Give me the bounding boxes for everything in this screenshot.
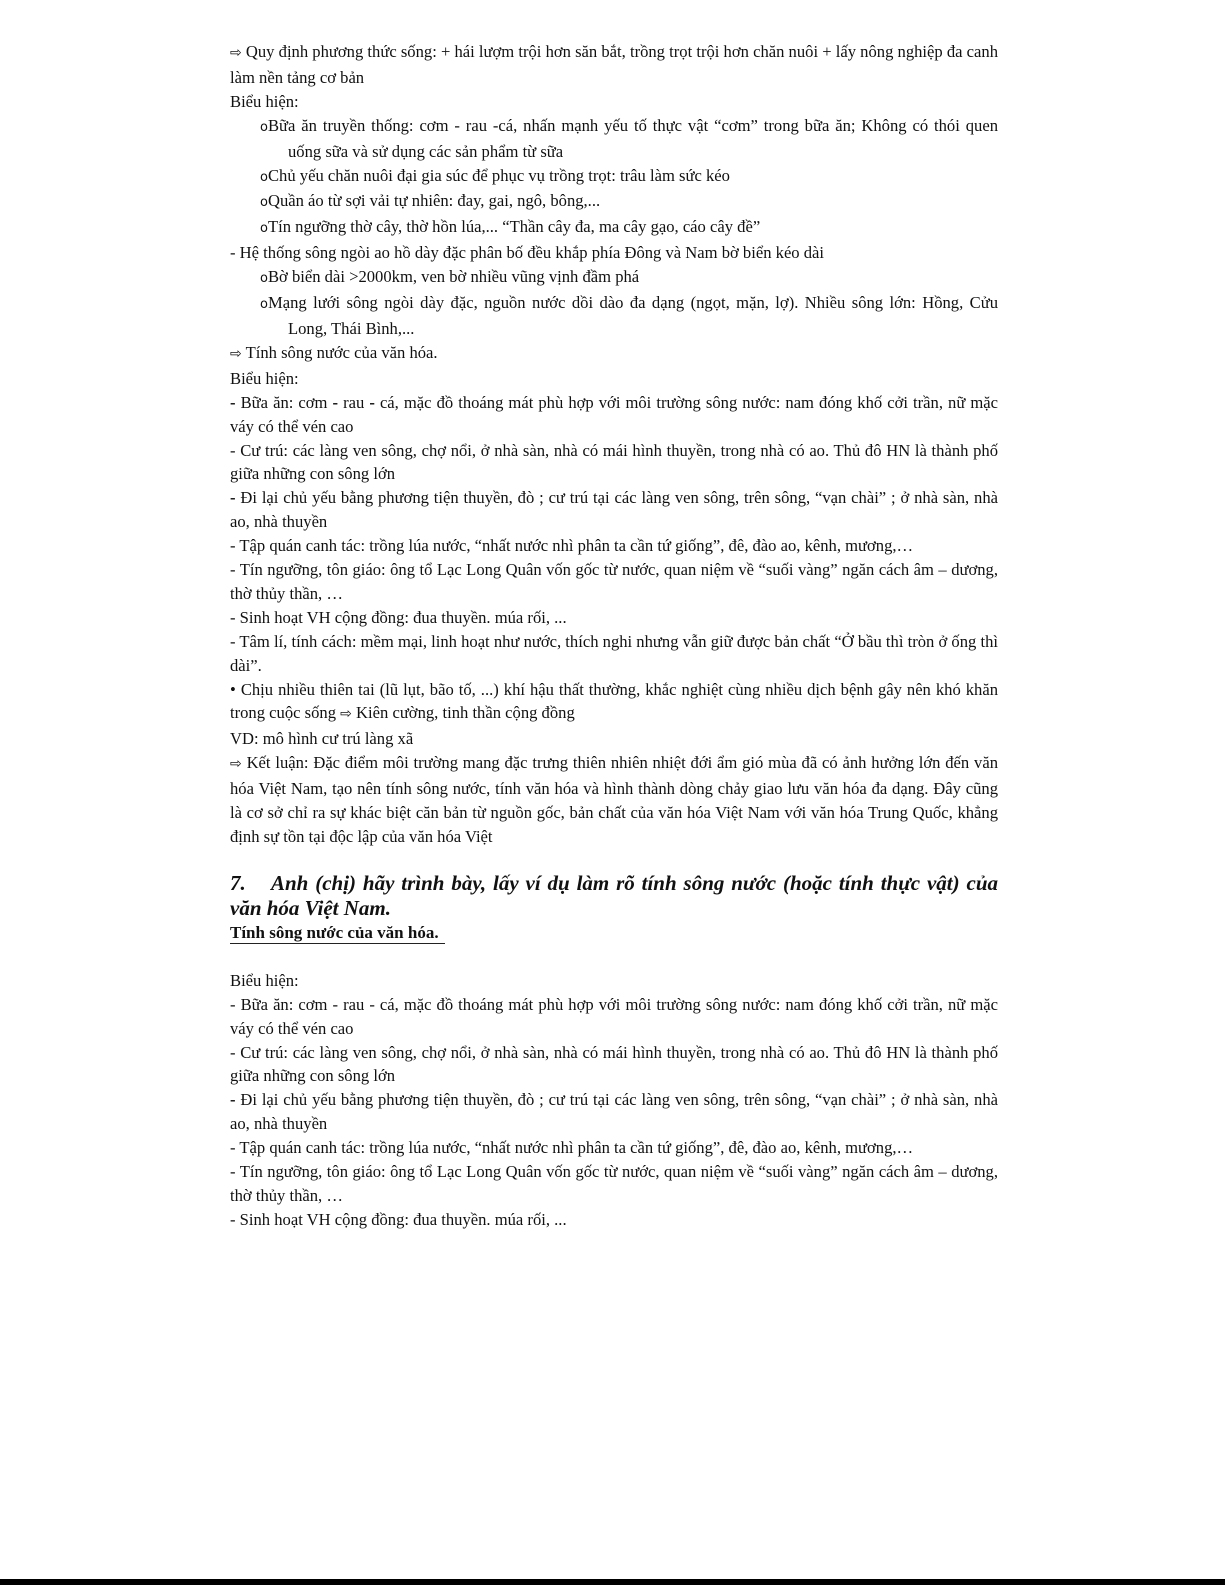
meal-text-a: Bữa ăn: cơm: [240, 392, 333, 412]
list-item: [230, 189, 998, 215]
paragraph-example: VD: mô hình cư trú làng xã: [230, 729, 414, 749]
arrow-icon: ⇨: [340, 706, 352, 723]
disaster-text: Chịu nhiều thiên tai (lũ lụt, bão tố, ...) khí hậu thất thường, khắc nghiệt cùng nhiều dịch bệnh gây nên khó khăn trong cuộc sống: [230, 679, 998, 723]
page-bottom-border: [0, 1579, 1225, 1585]
paragraph-disasters: [230, 678, 998, 728]
arrow-icon: ⇨: [230, 756, 242, 773]
paragraph-travel: [230, 1088, 998, 1136]
list-item: [230, 215, 998, 241]
list-item: [230, 291, 998, 341]
paragraph-travel: [230, 486, 998, 534]
conclusion-text: Tính sông nước của văn hóa.: [245, 342, 438, 362]
question-subtitle: Tính sông nước của văn hóa.: [230, 922, 445, 944]
paragraph-beliefs: - Tín ngưỡng, tôn giáo: ông tổ Lạc Long Quân vốn gốc từ nước, quan niệm về “suối vàng” ngăn cách âm – dương, thờ thủy thần, …: [230, 560, 998, 603]
travel-text: Đi lại chủ yếu bằng phương tiện thuyền, đò ; cư trú tại các làng ven sông, trên sông, “vạn chài” ; ở nhà sàn, nhà ao, nhà thuyền: [230, 488, 998, 532]
travel-text: Đi lại chủ yếu bằng phương tiện thuyền, đò ; cư trú tại các làng ven sông, trên sông, “vạn chài” ; ở nhà sàn, nhà ao, nhà thuyền: [230, 1090, 998, 1134]
paragraph-meal: - Bữa ăn: cơm - rau - cá, mặc đồ thoáng mát phù hợp với môi trường sông nước: nam đóng khố cởi trần, nữ mặc váy có thể vén cao: [230, 994, 998, 1038]
bold-dash: -: [230, 1090, 236, 1110]
list-item-text: Tín ngưỡng thờ cây, thờ hồn lúa,... “Thần cây đa, ma cây gạo, cáo cây đề”: [267, 217, 761, 237]
bold-dash: -: [332, 392, 339, 412]
paragraph-psychology: - Tâm lí, tính cách: mềm mại, linh hoạt như nước, thích nghi nhưng vẫn giữ được bản chất “Ở bầu thì tròn ở ống thì dài”.: [230, 631, 998, 675]
paragraph-farming: - Tập quán canh tác: trồng lúa nước, “nhất nước nhì phân ta cần tứ giống”, đê, đào ao, kênh, mương,…: [230, 536, 914, 556]
bold-dash: -: [230, 392, 241, 412]
paragraph-conclusion: [230, 751, 998, 849]
list-item-text: Bờ biển dài >2000km, ven bờ nhiều vũng vịnh đầm phá: [267, 267, 640, 287]
list-item-text: Chủ yếu chăn nuôi đại gia súc để phục vụ trồng trọt: trâu làm sức kéo: [267, 165, 730, 185]
circle-bullet-icon: o: [260, 297, 268, 313]
question-number: 7.: [230, 870, 246, 895]
list-item: [230, 114, 998, 164]
bieu-hien-label: Biểu hiện:: [230, 368, 299, 388]
meal-text-b: rau: [338, 392, 370, 412]
bold-dash: -: [230, 488, 236, 508]
dot-bullet-icon: •: [230, 679, 236, 699]
list-item-text: Bữa ăn truyền thống: cơm - rau -cá, nhấn mạnh yếu tố thực vật “cơm” trong bữa ăn; Không có thói quen uống sữa và sử dụng các sản phẩm từ sữa: [267, 115, 998, 161]
paragraph-residence: - Cư trú: các làng ven sông, chợ nổi, ở nhà sàn, nhà có mái hình thuyền, trong nhà có ao. Thủ đô HN là thành phố giữa những con sông lớn: [230, 440, 998, 484]
spacer: [230, 945, 998, 969]
meal-text-c: cá, mặc đồ thoáng mát phù hợp với môi trường sông nước: nam đóng khố cởi trần, nữ mặc váy có thể vén cao: [230, 392, 998, 436]
paragraph-community: - Sinh hoạt VH cộng đồng: đua thuyền. múa rối, ...: [230, 607, 567, 627]
list-item-text: Mạng lưới sông ngòi dày đặc, nguồn nước dồi dào đa dạng (ngọt, mặn, lợ). Nhiều sông lớn: Hồng, Cửu Long, Thái Bình,...: [267, 293, 998, 338]
disaster-result: Kiên cường, tinh thần cộng đồng: [356, 703, 575, 723]
conclusion-line: [230, 341, 998, 367]
paragraph-residence: - Cư trú: các làng ven sông, chợ nổi, ở nhà sàn, nhà có mái hình thuyền, trong nhà có ao. Thủ đô HN là thành phố giữa những con sông lớn: [230, 1042, 998, 1086]
document-page: [230, 40, 998, 1232]
paragraph-community: - Sinh hoạt VH cộng đồng: đua thuyền. múa rối, ...: [230, 1209, 567, 1229]
circle-bullet-icon: o: [260, 221, 268, 237]
bold-dash: -: [369, 392, 375, 412]
question-title: Anh (chị) hãy trình bày, lấy ví dụ làm rõ tính sông nước (hoặc tính thực vật) của văn hóa Việt Nam.: [230, 870, 998, 920]
paragraph-farming: - Tập quán canh tác: trồng lúa nước, “nhất nước nhì phân ta cần tứ giống”, đê, đào ao, kênh, mương,…: [230, 1138, 914, 1158]
list-item: [230, 164, 998, 190]
circle-bullet-icon: o: [260, 169, 268, 185]
list-item: [230, 265, 998, 291]
paragraph-beliefs: - Tín ngưỡng, tôn giáo: ông tổ Lạc Long Quân vốn gốc từ nước, quan niệm về “suối vàng” ngăn cách âm – dương, thờ thủy thần, …: [230, 1162, 998, 1205]
list-item-text: Quần áo từ sợi vải tự nhiên: đay, gai, ngô, bông,...: [267, 191, 601, 211]
circle-bullet-icon: o: [260, 119, 268, 135]
bieu-hien-label: Biểu hiện:: [230, 970, 299, 990]
question-heading: [230, 871, 998, 921]
paragraph-meal: [230, 391, 998, 439]
conclusion-text: Kết luận: Đặc điểm môi trường mang đặc trưng thiên nhiên nhiệt đới ẩm gió mùa đã có ảnh hưởng lớn đến văn hóa Việt Nam, tạo nên tính sông nước, tính văn hóa và hình thành dòng chảy giao lưu văn hóa đa dạng. Đây cũng là cơ sở chỉ ra sự khác biệt căn bản từ nguồn gốc, bản chất của văn hóa Việt Nam với văn hóa Trung Quốc, khẳng định sự tồn tại độc lập của văn hóa Việt: [230, 753, 998, 846]
circle-bullet-icon: o: [260, 271, 268, 287]
arrow-icon: ⇨: [230, 345, 242, 362]
bieu-hien-label: Biểu hiện:: [230, 91, 299, 111]
lifestyle-text: Quy định phương thức sống: + hái lượm trội hơn săn bắt, trồng trọt trội hơn chăn nuôi + lấy nông nghiệp đa canh làm nền tảng cơ bản: [230, 42, 998, 87]
arrow-icon: ⇨: [230, 45, 242, 61]
paragraph-rivers: - Hệ thống sông ngòi ao hồ dày đặc phân bố đều khắp phía Đông và Nam bờ biển kéo dài: [230, 243, 825, 263]
paragraph-lifestyle: [230, 40, 998, 90]
circle-bullet-icon: o: [260, 195, 268, 211]
